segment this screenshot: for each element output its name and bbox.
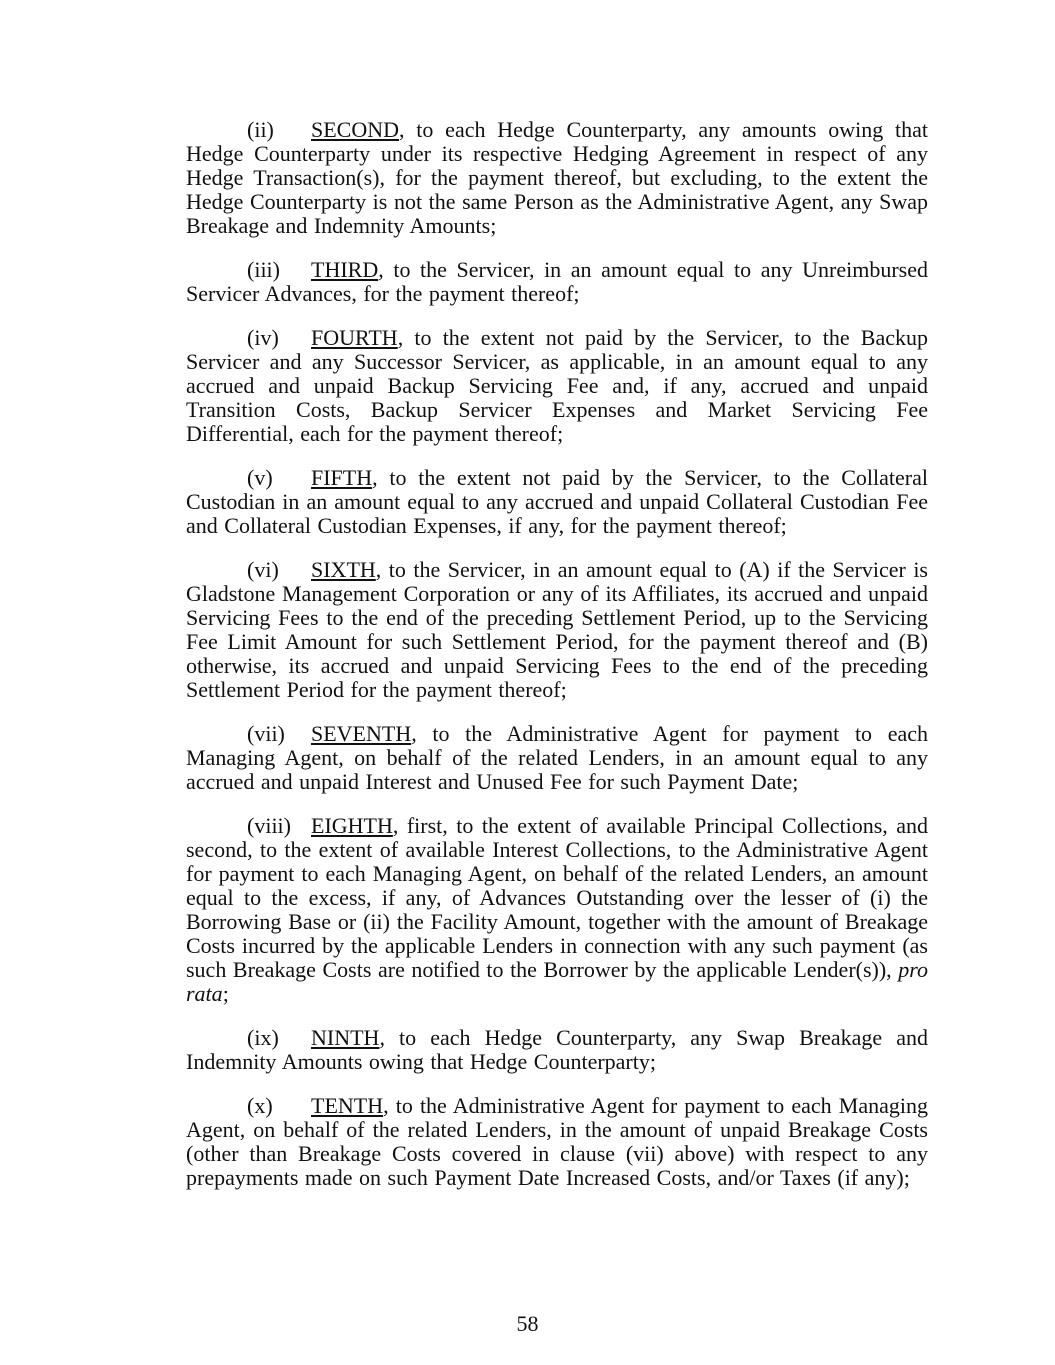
clause-italic-phrase: pro rata (186, 957, 928, 1006)
clause-number: (viii) (247, 813, 291, 838)
clause-body: , first, to the extent of available Principal Collections, and second, to the extent of available Interest Collections, to the Administrative Agent for payment to each Managing Agent, on behalf of the related Lenders, an amount equal to the excess, if any, of Advances Outstanding over the lesser of (i) the Borrowing Base or (ii) the Facility Amount, together with the amount of Breakage Costs incurred by the applicable Lenders in connection with any such payment (as such Breakage Costs are notified to the Borrower by the applicable Lender(s)), (186, 813, 928, 982)
clause-fifth (186, 466, 928, 538)
clause-keyword: SECOND (311, 117, 400, 142)
clause-keyword: THIRD (311, 257, 379, 282)
clause-keyword: FIFTH (311, 465, 373, 490)
clause-fourth (186, 326, 928, 446)
clause-number: (iv) (247, 325, 279, 350)
clause-sixth (186, 558, 928, 702)
clause-second (186, 118, 928, 238)
clause-body: , to each Hedge Counterparty, any Swap Breakage and Indemnity Amounts owing that Hedge Counterparty; (186, 1025, 928, 1074)
clause-keyword: SIXTH (311, 557, 376, 582)
clause-keyword: EIGHTH (311, 813, 393, 838)
clause-keyword: FOURTH (311, 325, 398, 350)
clause-eighth (186, 814, 928, 1006)
clause-keyword: TENTH (311, 1093, 384, 1118)
clause-number: (iii) (247, 257, 280, 282)
clause-body: , to the extent not paid by the Servicer, to the Collateral Custodian in an amount equal to any accrued and unpaid Collateral Custodian Fee and Collateral Custodian Expenses, if any, for the payment thereof; (186, 465, 928, 538)
clause-body: , to the extent not paid by the Servicer, to the Backup Servicer and any Successor Servicer, as applicable, in an amount equal to any accrued and unpaid Backup Servicing Fee and, if any, accrued and unpaid Transition Costs, Backup Servicer Expenses and Market Servicing Fee Differential, each for the payment thereof; (186, 325, 928, 446)
clause-number: (vi) (247, 557, 279, 582)
clause-number: (vii) (247, 721, 285, 746)
clause-tail: ; (222, 981, 229, 1006)
clause-keyword: SEVENTH (311, 721, 412, 746)
clause-body: , to the Administrative Agent for payment to each Managing Agent, on behalf of the related Lenders, in an amount equal to any accrued and unpaid Interest and Unused Fee for such Payment Date; (186, 721, 928, 794)
clause-body: , to each Hedge Counterparty, any amounts owing that Hedge Counterparty under its respective Hedging Agreement in respect of any Hedge Transaction(s), for the payment thereof, but excluding, to the extent the Hedge Counterparty is not the same Person as the Administrative Agent, any Swap Breakage and Indemnity Amounts; (186, 117, 928, 238)
clause-tenth (186, 1094, 928, 1190)
clause-number: (ii) (247, 117, 274, 142)
clause-ninth (186, 1026, 928, 1074)
clause-number: (v) (247, 465, 273, 490)
clause-eleventh (186, 1210, 928, 1234)
clause-body: , to the Servicer, in an amount equal to any Unreimbursed Servicer Advances, for the payment thereof; (186, 257, 928, 306)
clause-body: , to the Servicer, in an amount equal to (A) if the Servicer is Gladstone Management Corporation or any of its Affiliates, its accrued and unpaid Servicing Fees to the end of the preceding Settlement Period, up to the Servicing Fee Limit Amount for such Settlement Period, for the payment thereof and (B) otherwise, its accrued and unpaid Servicing Fees to the end of the preceding Settlement Period for the payment thereof; (186, 557, 928, 702)
clause-number: (ix) (247, 1025, 279, 1050)
clause-keyword: NINTH (311, 1025, 380, 1050)
clause-third (186, 258, 928, 306)
clause-body: , to the Administrative Agent for payment to each Managing Agent, on behalf of the related Lenders, in the amount of unpaid Breakage Costs (other than Breakage Costs covered in clause (vii) above) with respect to any prepayments made on such Payment Date Increased Costs, and/or Taxes (if any); (186, 1093, 928, 1190)
clause-seventh (186, 722, 928, 794)
clause-number: (x) (247, 1093, 273, 1118)
page-number: 58 (516, 1311, 539, 1336)
